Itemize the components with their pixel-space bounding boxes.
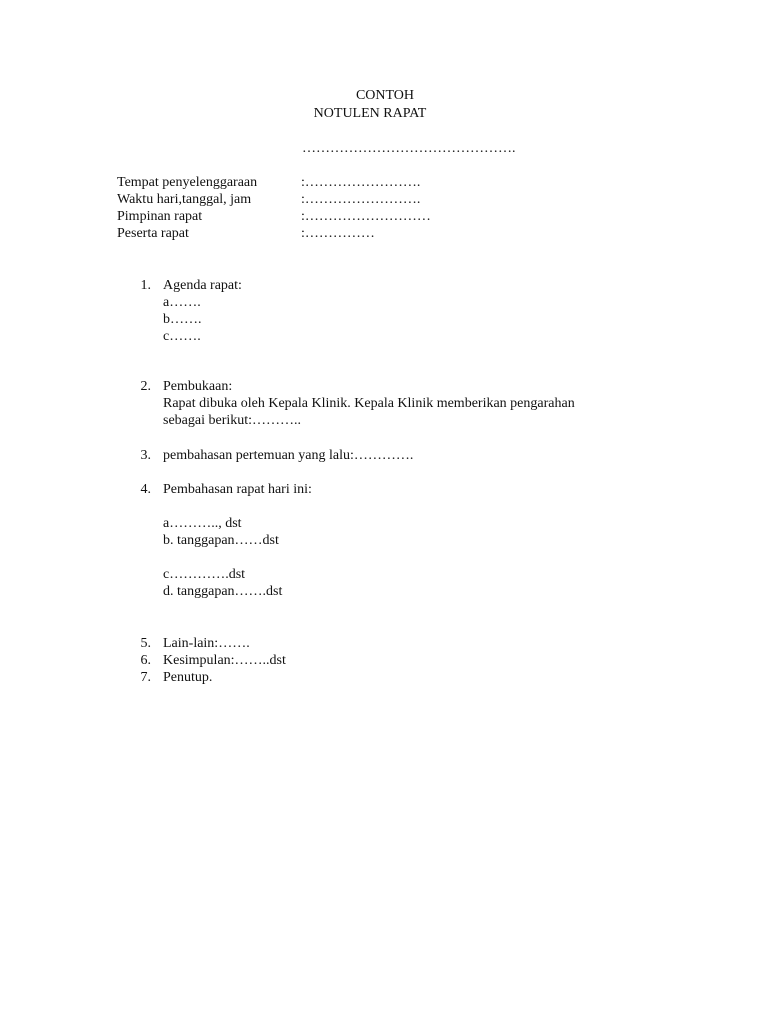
agenda-sub-b: b……. (163, 312, 202, 327)
pembukaan-text-line2: sebagai berikut:……….. (163, 413, 302, 428)
item-number-3: 3. (140, 448, 151, 463)
info-label-tempat: Tempat penyelenggaraan (117, 175, 258, 190)
pembahasan-sub-a: a……….., dst (163, 516, 242, 531)
item-pembukaan-title: Pembukaan: (163, 379, 233, 394)
document-title-line2: NOTULEN RAPAT (313, 106, 427, 121)
item-number-1: 1. (140, 278, 151, 293)
pembahasan-sub-d: d. tanggapan…….dst (163, 584, 283, 599)
item-agenda-title: Agenda rapat: (163, 278, 242, 293)
info-value-tempat: :……………………. (301, 175, 421, 190)
info-label-pimpinan: Pimpinan rapat (117, 209, 203, 224)
pembahasan-sub-b: b. tanggapan……dst (163, 533, 279, 548)
item-number-2: 2. (140, 379, 151, 394)
item-number-5: 5. (140, 636, 151, 651)
item-penutup: Penutup. (163, 670, 213, 685)
agenda-sub-c: c……. (163, 329, 201, 344)
agenda-sub-a: a……. (163, 295, 201, 310)
item-number-7: 7. (140, 670, 151, 685)
item-number-4: 4. (140, 482, 151, 497)
pembukaan-text-line1: Rapat dibuka oleh Kepala Klinik. Kepala Klinik memberikan pengarahan (163, 396, 575, 411)
pembahasan-sub-c: c………….dst (163, 567, 246, 582)
info-value-peserta: :…………… (301, 226, 375, 241)
item-pembahasan-title: Pembahasan rapat hari ini: (163, 482, 312, 497)
item-number-6: 6. (140, 653, 151, 668)
info-value-pimpinan: :……………………… (301, 209, 431, 224)
document-title-line1: CONTOH (355, 88, 415, 103)
document-subtitle-placeholder: ………………………………………. (302, 141, 516, 156)
item-lain-lain: Lain-lain:……. (163, 636, 250, 651)
info-value-waktu: :……………………. (301, 192, 421, 207)
info-label-waktu: Waktu hari,tanggal, jam (117, 192, 252, 207)
item-pertemuan-lalu: pembahasan pertemuan yang lalu:…………. (163, 448, 414, 463)
item-kesimpulan: Kesimpulan:……..dst (163, 653, 286, 668)
info-label-peserta: Peserta rapat (117, 226, 189, 241)
